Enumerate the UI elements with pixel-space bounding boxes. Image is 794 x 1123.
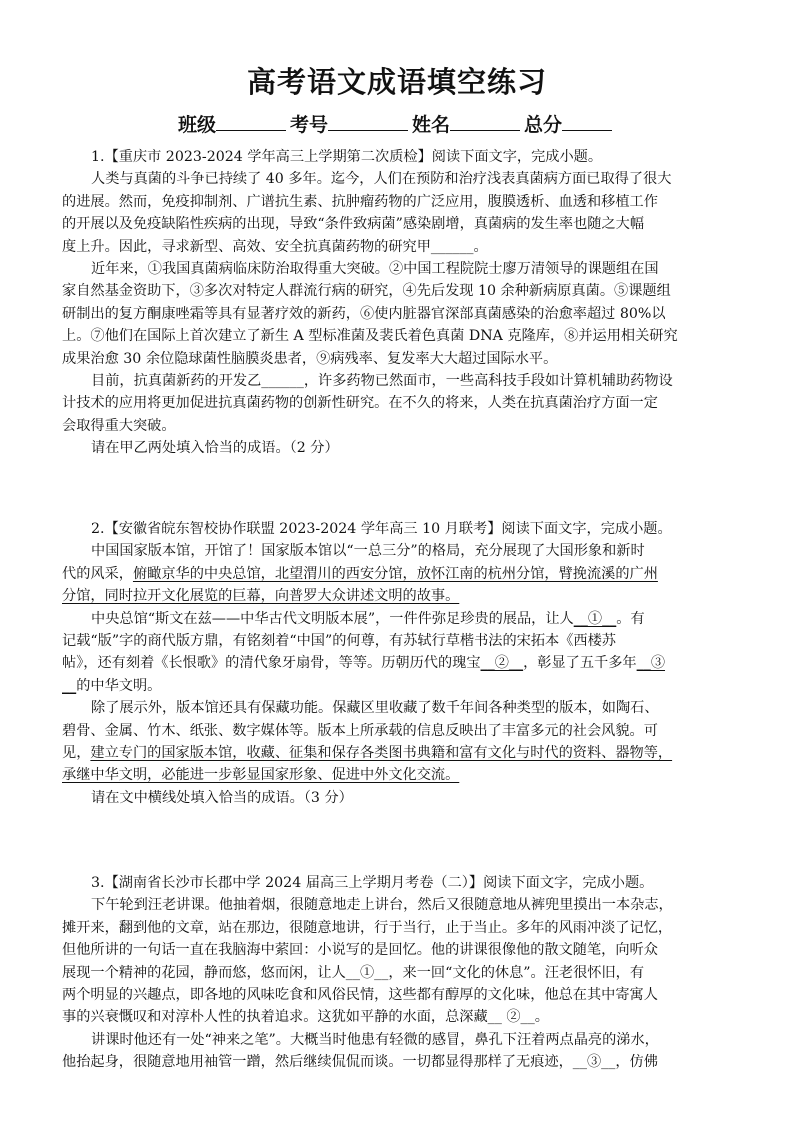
paragraph-line: 上。⑦他们在国际上首次建立了新生 A 型标准菌及裴氏着色真菌 DNA 克隆库，⑧并运用相关研究 [62, 328, 678, 345]
paragraph-line [62, 585, 734, 607]
text-span: 帖》，还有刻着《长恨歌》的清代象牙扇骨，等等。历朝历代的瑰宝 [62, 655, 481, 672]
paragraph-line: 人类与真菌的斗争已持续了 40 多年。迄今，人们在预防和治疗浅表真菌病方面已取得了很大 [91, 171, 672, 188]
paragraph-line: 中国国家版本馆，开馆了！国家版本馆以“一总三分”的格局，充分展现了大国形象和新时 [91, 543, 645, 560]
paragraph-line: 讲课时他还有一处“神来之笔”。大概当时他患有轻微的感冒，鼻孔下汪着两点晶亮的涕水， [91, 1031, 659, 1048]
paragraph-line: 计技术的应用将更加促进抗真菌药物的创新性研究。在不久的将来，人类在抗真菌治疗方面一定 [62, 395, 658, 412]
question-prompt: 请在文中横线处填入恰当的成语。（3 分） [91, 789, 353, 806]
question-3-header: 3.【湖南省长沙市长郡中学 2024 届高三上学期月考卷（二）】阅读下面文字，完成小题。 [91, 875, 654, 891]
class-blank[interactable] [216, 112, 286, 131]
underlined-sentence: 俯瞰京华的中央总馆，北望渭川的西安分馆，放怀江南的杭州分馆，臂挽流溪的广州 [132, 565, 658, 582]
blank-3[interactable]: __③ [636, 655, 666, 672]
paragraph-line: 记载“版”字的商代版方鼎，有铭刻着“中国”的何尊，有苏轼行草楷书法的宋拓本《西楼苏 [62, 632, 616, 649]
question-prompt: 请在甲乙两处填入恰当的成语。（2 分） [91, 440, 339, 457]
underlined-sentence: 分馆，同时拉开文化展览的巨幕，向普罗大众讲述文明的故事。 [62, 588, 460, 605]
exam-id-blank[interactable] [328, 112, 408, 131]
blank-3-continued[interactable]: __ [62, 677, 77, 694]
blank-2[interactable]: __②__ [480, 655, 524, 672]
question-1-header: 1.【重庆市 2023-2024 学年高三上学期第二次质检】阅读下面文字，完成小题。 [91, 149, 603, 165]
text-span: 。有 [616, 610, 645, 627]
score-label: 总分 [524, 114, 563, 136]
paragraph-line [62, 563, 734, 585]
paragraph-line: 目前，抗真菌新药的开发乙______，许多药物已然面市，一些高科技手段如计算机辅助药物设 [91, 372, 673, 389]
question-2-header: 2.【安徽省皖东智校协作联盟 2023-2024 学年高三 10 月联考】阅读下面文字，完成小题。 [91, 521, 672, 537]
question-1 [62, 146, 734, 459]
underlined-sentence: 建立专门的国家版本馆，收藏、征集和保存各类图书典籍和富有文化与时代的资料、器物等， [90, 744, 673, 761]
paragraph-line: 成果治愈 30 余位隐球菌性脑膜炎患者，⑨病残率、复发率大大超过国际水平。 [62, 350, 558, 367]
text-span: 见， [62, 744, 91, 761]
paragraph-line [62, 652, 734, 674]
paragraph-line: 他抬起身，很随意地用袖管一蹭，然后继续侃侃而谈。一切都显得那样了无痕迹，__③__，仿佛 [62, 1054, 658, 1071]
paragraph-line: 展现一个精神的花园，静而悠，悠而闲，让人__①__，来一回“文化的休息”。汪老很怀旧，有 [62, 964, 645, 981]
student-info-line [0, 110, 794, 137]
paragraph-line: 碧骨、金属、竹木、纸张、数字媒体等。版本上所承载的信息反映出了丰富多元的社会风貌。可 [62, 722, 658, 739]
page-title: 高考语文成语填空练习 [246, 65, 547, 99]
paragraph-line: 事的兴衰慨叹和对淳朴人性的执着追求。这犹如平静的水面，总深藏__ ②__。 [62, 1009, 549, 1026]
score-blank[interactable] [562, 112, 612, 131]
paragraph-line [62, 675, 734, 697]
name-blank[interactable] [450, 112, 520, 131]
paragraph-line: 下午轮到汪老讲课。他抽着烟，很随意地走上讲台，然后又很随意地从裤兜里摸出一本杂志， [91, 897, 673, 914]
paragraph-line [62, 608, 734, 630]
paragraph-line: 除了展示外，版本馆还具有保藏功能。保藏区里收藏了数千年间各种类型的版本，如陶石、 [91, 700, 659, 717]
paragraph-line: 家自然基金资助下，③多次对特定人群流行病的研究，④先后发现 10 余种新病原真菌。⑤课题组 [62, 283, 671, 300]
text-span: 中央总馆“斯文在兹——中华古代文明版本展”，一件件弥足珍贵的展品，让人 [91, 610, 574, 627]
text-span: ，彰显了五千多年 [523, 655, 637, 672]
paragraph-line: 近年来，①我国真菌病临床防治取得重大突破。②中国工程院院士廖万清领导的课题组在国 [91, 260, 659, 277]
question-2 [62, 518, 734, 809]
paragraph-line: 的开展以及免疫缺陷性疾病的出现，导致“条件致病菌”感染剧增，真菌病的发生率也随之大幅 [62, 216, 645, 233]
question-3 [62, 872, 734, 1074]
paragraph-line [62, 764, 734, 786]
paragraph-line: 摊开来，翻到他的文章，站在那边，很随意地讲，行于当行，止于当止。多年的风雨冲淡了记忆， [62, 919, 673, 936]
paragraph-line: 研制出的复方酮康唑霜等具有显著疗效的新药，⑥使内脏器官深部真菌感染的治愈率超过 80%以 [62, 305, 666, 322]
paragraph-line: 的进展。然而，免疫抑制剂、广谱抗生素、抗肿瘤药物的广泛应用，腹膜透析、血透和移植工作 [62, 193, 658, 210]
exam-id-label: 考号 [289, 114, 328, 136]
paragraph-line: 但他所讲的一句话一直在我脑海中萦回：小说写的是回忆。他的讲课很像他的散文随笔，向听众 [62, 942, 658, 959]
name-label: 姓名 [412, 114, 451, 136]
class-label: 班级 [177, 114, 216, 136]
text-span: 的中华文明。 [76, 677, 162, 694]
paragraph-line [62, 742, 734, 764]
paragraph-line: 会取得重大突破。 [62, 417, 176, 434]
blank-1[interactable]: __①__ [573, 610, 617, 627]
underlined-sentence: 承继中华文明，必能进一步彰显国家形象、促进中外文化交流。 [62, 767, 460, 784]
paragraph-line: 两个明显的兴趣点，即各地的风味吃食和风俗民情，这些都有醇厚的文化味，他总在其中寄寓人 [62, 986, 658, 1003]
paragraph-line: 度上升。因此，寻求新型、高效、安全抗真菌药物的研究甲______。 [62, 238, 488, 255]
text-span: 代的风采， [62, 565, 133, 582]
